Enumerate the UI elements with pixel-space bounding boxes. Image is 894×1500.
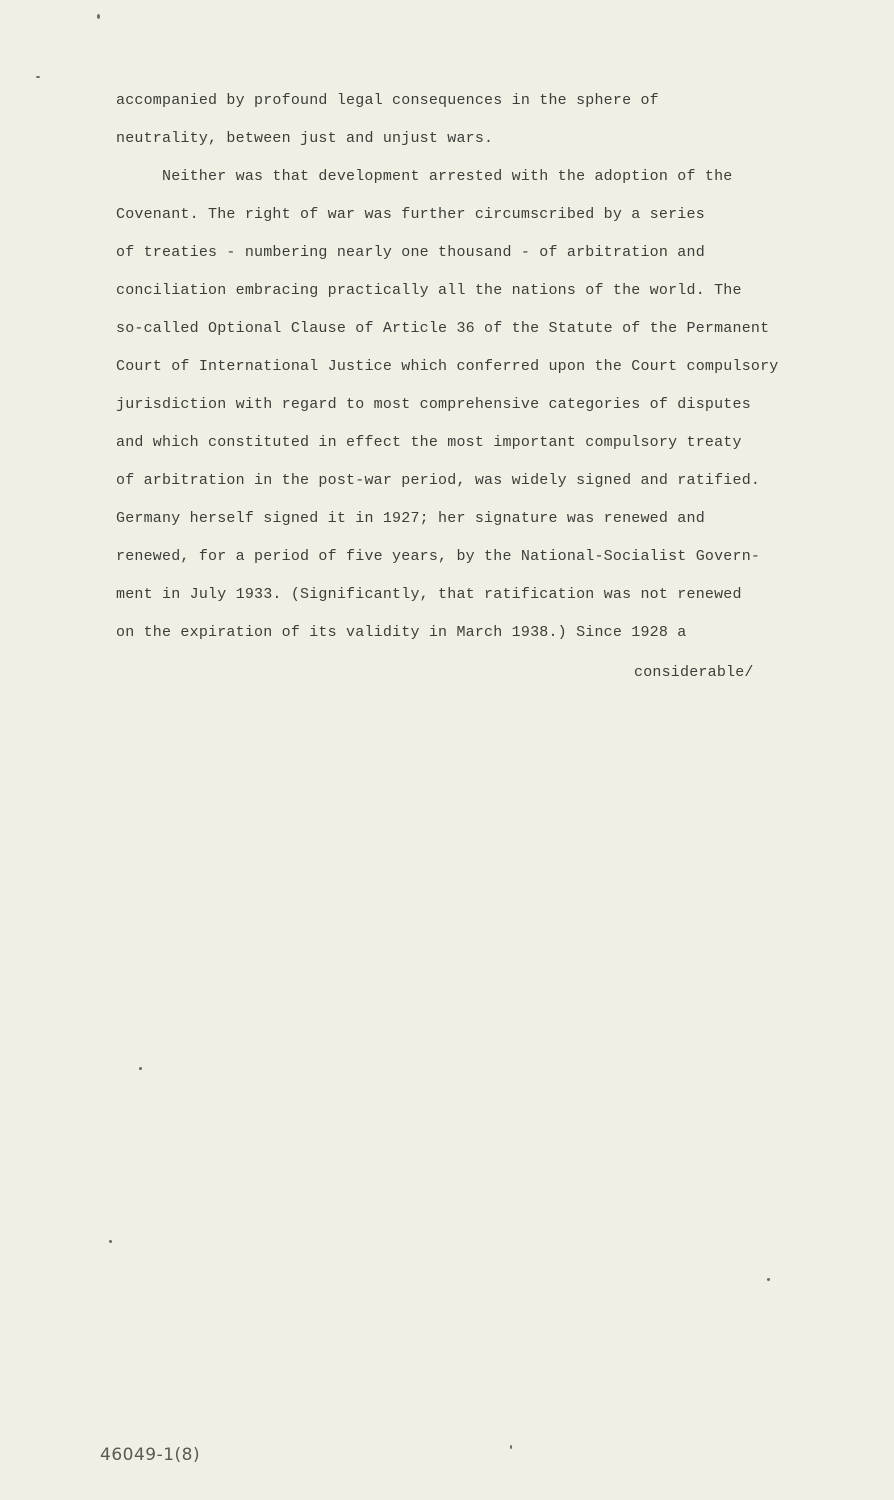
text-line: Covenant. The right of war was further circumscribed by a series	[116, 206, 705, 223]
paper-speck	[36, 76, 40, 78]
text-line: Neither was that development arrested with the adoption of the	[162, 168, 733, 185]
text-line: so-called Optional Clause of Article 36 of the Statute of the Permanent	[116, 320, 770, 337]
paper-speck	[97, 14, 100, 19]
text-line: Germany herself signed it in 1927; her signature was renewed and	[116, 510, 705, 527]
text-line: renewed, for a period of five years, by the National-Socialist Govern-	[116, 548, 761, 565]
text-line: neutrality, between just and unjust wars.	[116, 130, 494, 147]
text-line: accompanied by profound legal consequences in the sphere of	[116, 92, 659, 109]
document-reference-code: 46049-1(8)	[100, 1445, 201, 1465]
text-line: of treaties - numbering nearly one thousand - of arbitration and	[116, 244, 705, 261]
paper-speck	[109, 1240, 112, 1243]
text-line: conciliation embracing practically all the nations of the world. The	[116, 282, 742, 299]
text-line: ment in July 1933. (Significantly, that ratification was not renewed	[116, 586, 742, 603]
text-line: Court of International Justice which conferred upon the Court compulsory	[116, 358, 779, 375]
text-line: of arbitration in the post-war period, was widely signed and ratified.	[116, 472, 761, 489]
text-line: and which constituted in effect the most important compulsory treaty	[116, 434, 742, 451]
catchword: considerable/	[634, 664, 754, 681]
paper-speck	[139, 1067, 142, 1070]
text-line: jurisdiction with regard to most comprehensive categories of disputes	[116, 396, 751, 413]
paper-speck	[767, 1278, 770, 1281]
text-line: on the expiration of its validity in March 1938.) Since 1928 a	[116, 624, 687, 641]
paper-speck	[510, 1445, 512, 1449]
